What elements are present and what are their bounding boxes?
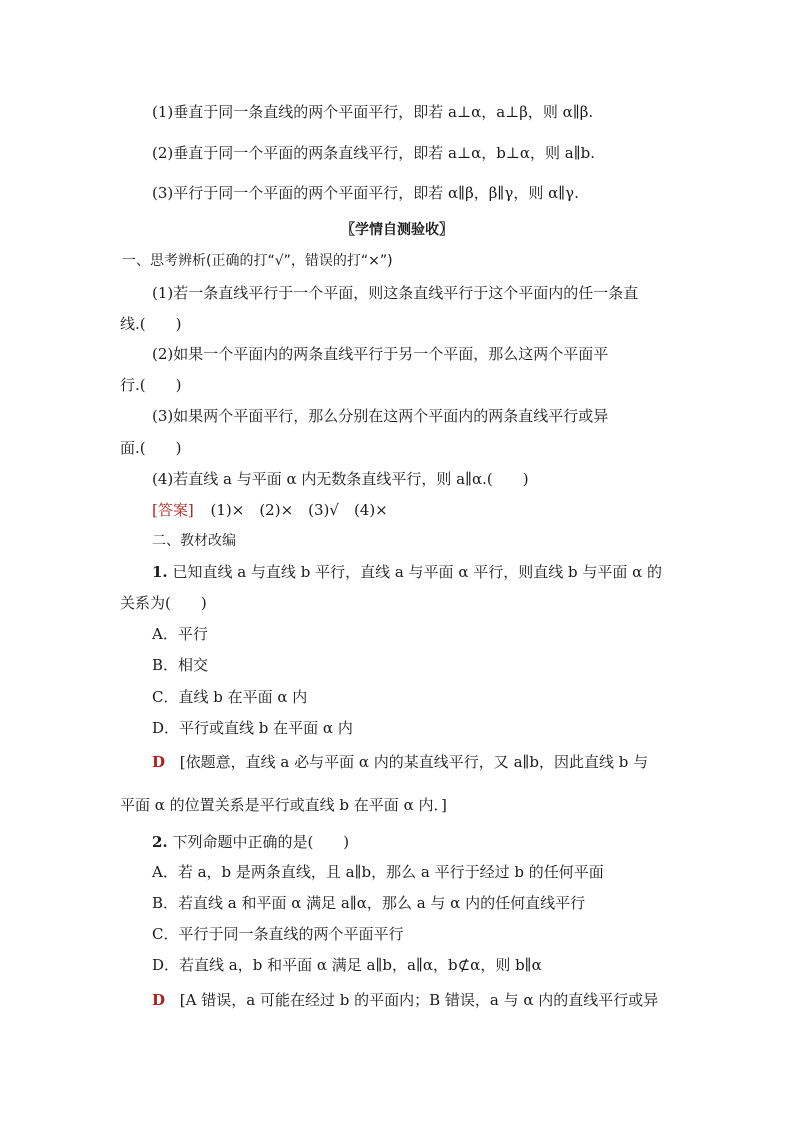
q2-option-b: B．若直线 a 和平面 α 满足 a∥α，那么 a 与 α 内的任何直线平行 xyxy=(152,894,586,912)
question-number: 1. xyxy=(152,563,168,581)
property-3: (3)平行于同一个平面的两个平面平行，即若 α∥β，β∥γ，则 α∥γ. xyxy=(152,184,579,202)
question-stem: 已知直线 a 与直线 b 平行，直线 a 与平面 α 平行，则直线 b 与平面 α 的 xyxy=(172,563,663,581)
part2-heading: 二、教材改编 xyxy=(152,533,236,549)
part1-q2-line1: (2)如果一个平面内的两条直线平行于另一个平面，那么这两个平面平 xyxy=(152,345,609,363)
q2-option-d: D．若直线 a，b 和平面 α 满足 a∥b，a∥α，b⊄α，则 b∥α xyxy=(152,956,542,974)
q2-option-a: A．若 a，b 是两条直线，且 a∥b，那么 a 平行于经过 b 的任何平面 xyxy=(152,863,604,881)
q1-explanation: [依题意，直线 a 必与平面 α 内的某直线平行，又 a∥b，因此直线 b 与 xyxy=(179,753,649,771)
q2-answer: D xyxy=(152,991,166,1009)
part1-q1-line2: 线.( ) xyxy=(120,315,182,333)
part2-q1-line1 xyxy=(152,562,662,582)
q2-option-c: C．平行于同一条直线的两个平面平行 xyxy=(152,925,404,943)
q1-answer: D xyxy=(152,753,166,771)
property-1: (1)垂直于同一条直线的两个平面平行，即若 a⊥α，a⊥β，则 α∥β. xyxy=(152,103,594,121)
option-c: C．直线 b 在平面 α 内 xyxy=(152,688,308,706)
q1-explanation-line1 xyxy=(152,752,648,772)
q2-explanation-line1 xyxy=(152,990,658,1010)
answer-row xyxy=(152,500,388,520)
option-a: A．平行 xyxy=(152,625,208,643)
question-number: 2. xyxy=(152,833,168,851)
answer-text: (1)× (2)× (3)√ (4)× xyxy=(210,501,388,519)
question-stem: 下列命题中正确的是( ) xyxy=(172,833,350,851)
q2-explanation: [A 错误，a 可能在经过 b 的平面内；B 错误，a 与 α 内的直线平行或异 xyxy=(179,991,659,1009)
part1-q4: (4)若直线 a 与平面 α 内无数条直线平行，则 a∥α.( ) xyxy=(152,470,529,488)
q1-explanation-line2: 平面 α 的位置关系是平行或直线 b 在平面 α 内．] xyxy=(120,796,447,814)
part1-heading: 一、思考辨析(正确的打“√”，错误的打“×”) xyxy=(122,253,393,269)
part1-q3-line1: (3)如果两个平面平行，那么分别在这两个平面内的两条直线平行或异 xyxy=(152,407,609,425)
property-2: (2)垂直于同一个平面的两条直线平行，即若 a⊥α，b⊥α，则 a∥b. xyxy=(152,144,596,162)
answer-label: [答案] xyxy=(152,501,194,519)
part2-q2-stem xyxy=(152,832,349,852)
option-b: B．相交 xyxy=(152,656,209,674)
section-title: 〖学情自测验收〗 xyxy=(341,222,453,238)
part2-q1-line2: 关系为( ) xyxy=(120,594,207,612)
part1-q2-line2: 行.( ) xyxy=(120,376,182,394)
part1-q3-line2: 面.( ) xyxy=(120,439,182,457)
part1-q1-line1: (1)若一条直线平行于一个平面，则这条直线平行于这个平面内的任一条直 xyxy=(152,284,639,302)
option-d: D．平行或直线 b 在平面 α 内 xyxy=(152,719,353,737)
